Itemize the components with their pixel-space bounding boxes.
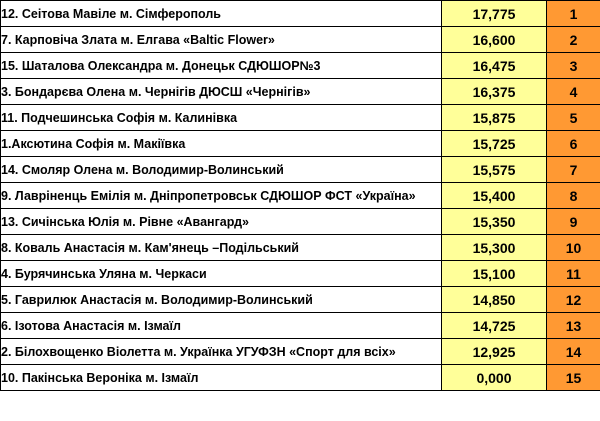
athlete-name-cell: 9. Лавріненць Емілія м. Дніпропетровськ СДЮШОР ФСТ «Україна» (1, 183, 442, 209)
score-cell: 15,350 (442, 209, 547, 235)
athlete-name-cell: 8. Коваль Анастасія м. Кам'янець –Подільський (1, 235, 442, 261)
table-row (1, 235, 600, 261)
athlete-name-cell: 6. Ізотова Анастасія м. Ізмаїл (1, 313, 442, 339)
table-row (1, 313, 600, 339)
athlete-name-cell: 11. Подчешинська Софія м. Калинівка (1, 105, 442, 131)
athlete-name-cell: 2. Білохвощенко Віолетта м. Українка УГУФЗН «Спорт для всіх» (1, 339, 442, 365)
score-cell: 15,100 (442, 261, 547, 287)
place-cell: 15 (547, 365, 600, 391)
place-cell: 13 (547, 313, 600, 339)
score-cell: 12,925 (442, 339, 547, 365)
table-row (1, 27, 600, 53)
athlete-name-cell: 14. Смоляр Олена м. Володимир-Волинський (1, 157, 442, 183)
place-cell: 6 (547, 131, 600, 157)
table-row (1, 157, 600, 183)
place-cell: 7 (547, 157, 600, 183)
athlete-name-cell: 12. Сеітова Мавіле м. Сімферополь (1, 1, 442, 27)
place-cell: 14 (547, 339, 600, 365)
athlete-name-cell: 5. Гаврилюк Анастасія м. Володимир-Волинський (1, 287, 442, 313)
table-row (1, 183, 600, 209)
score-cell: 15,575 (442, 157, 547, 183)
table-row (1, 339, 600, 365)
athlete-name-cell: 1.Аксютина Софія м. Макіївка (1, 131, 442, 157)
place-cell: 12 (547, 287, 600, 313)
score-cell: 15,300 (442, 235, 547, 261)
score-cell: 16,475 (442, 53, 547, 79)
table-row (1, 209, 600, 235)
athlete-name-cell: 13. Сичінська Юлія м. Рівне «Авангард» (1, 209, 442, 235)
place-cell: 11 (547, 261, 600, 287)
results-table-body (1, 1, 600, 391)
score-cell: 17,775 (442, 1, 547, 27)
place-cell: 5 (547, 105, 600, 131)
place-cell: 3 (547, 53, 600, 79)
table-row (1, 131, 600, 157)
athlete-name-cell: 15. Шаталова Олександра м. Донецьк СДЮШОР№3 (1, 53, 442, 79)
athlete-name-cell: 4. Бурячинська Уляна м. Черкаси (1, 261, 442, 287)
table-row (1, 261, 600, 287)
athlete-name-cell: 7. Карповіча Злата м. Елгава «Baltic Flower» (1, 27, 442, 53)
place-cell: 8 (547, 183, 600, 209)
athlete-name-cell: 10. Пакінська Вероніка м. Ізмаїл (1, 365, 442, 391)
score-cell: 15,875 (442, 105, 547, 131)
table-row (1, 365, 600, 391)
score-cell: 14,850 (442, 287, 547, 313)
place-cell: 9 (547, 209, 600, 235)
score-cell: 15,725 (442, 131, 547, 157)
place-cell: 4 (547, 79, 600, 105)
place-cell: 1 (547, 1, 600, 27)
score-cell: 16,600 (442, 27, 547, 53)
table-row (1, 53, 600, 79)
athlete-name-cell: 3. Бондарєва Олена м. Чернігів ДЮСШ «Чернігів» (1, 79, 442, 105)
table-row (1, 79, 600, 105)
score-cell: 16,375 (442, 79, 547, 105)
table-row (1, 105, 600, 131)
score-cell: 15,400 (442, 183, 547, 209)
place-cell: 10 (547, 235, 600, 261)
table-row (1, 287, 600, 313)
place-cell: 2 (547, 27, 600, 53)
score-cell: 14,725 (442, 313, 547, 339)
table-row (1, 1, 600, 27)
score-cell: 0,000 (442, 365, 547, 391)
